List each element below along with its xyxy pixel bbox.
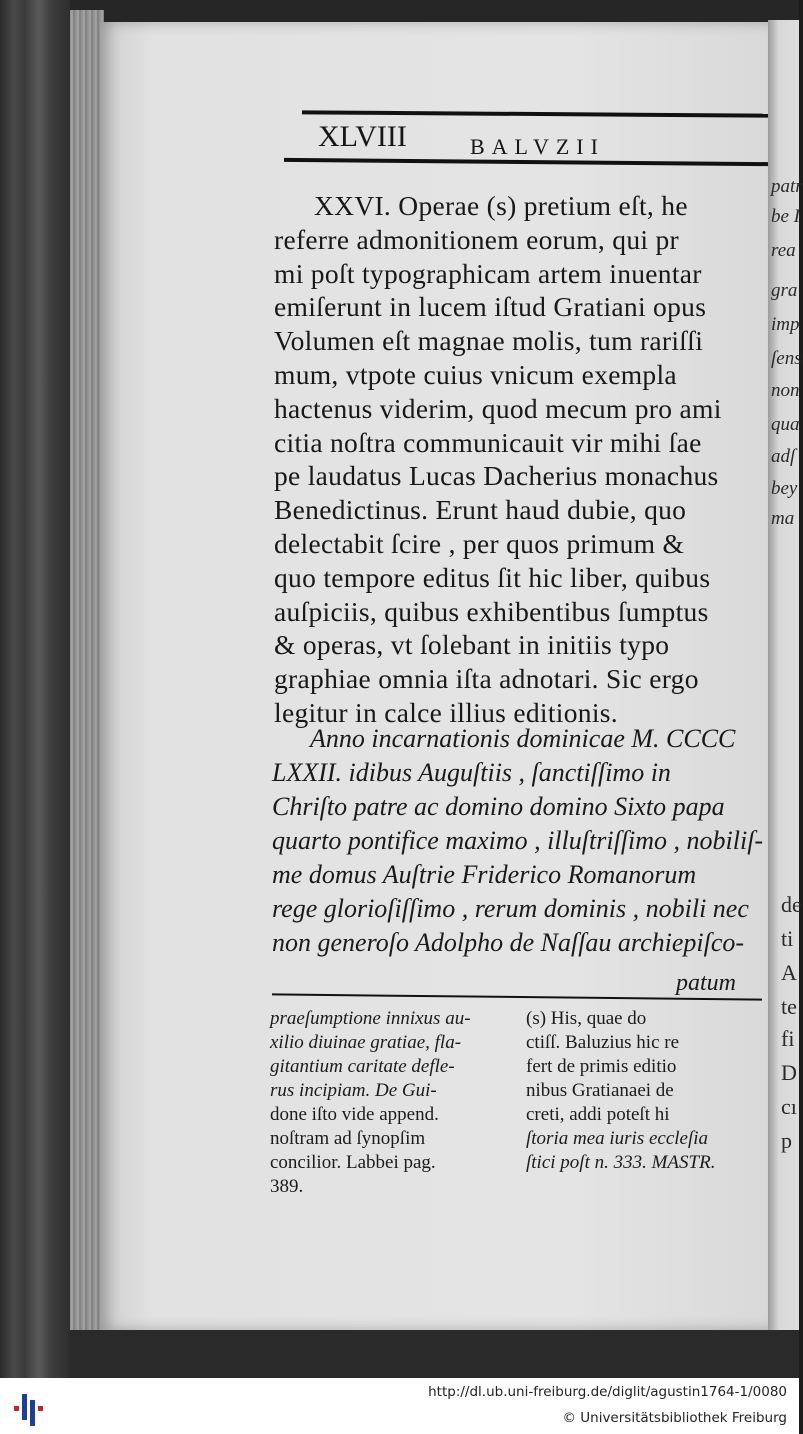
footnote-line: done iſto vide append. — [270, 1104, 439, 1125]
footnote-line: rus incipiam. De Gui- — [270, 1080, 437, 1101]
footnote-line: xilio diuinae gratiae, fla- — [270, 1032, 462, 1053]
body-line: Volumen eſt magnae molis, tum rariſſi — [274, 325, 704, 357]
colophon-line: Anno incarnationis dominicae M. CCCC — [310, 724, 736, 753]
facing-page-fragment: de — [781, 892, 802, 917]
facing-page-fragment: cı — [781, 1094, 797, 1119]
page-number: XLVIII — [318, 120, 407, 153]
facing-page-fragment: p — [781, 1128, 792, 1153]
colophon-line: non generoſo Adolpho de Naſſau archiepiſco- — [272, 928, 745, 957]
facing-page-fragment: ti — [781, 926, 794, 951]
colophon-line: me domus Auſtrie Friderico Romanorum — [272, 860, 697, 889]
body-line: & operas, vt ſolebant in initiis typo — [274, 629, 670, 661]
facing-page-fragment: te — [781, 994, 797, 1019]
facing-page-fragment: non — [771, 380, 800, 401]
colophon-line: LXXII. idibus Auguſtiis , ſanctiſſimo in — [272, 758, 671, 787]
facing-page-fragment: patr — [771, 176, 803, 197]
body-line: pe laudatus Lucas Dacherius monachus — [274, 460, 719, 492]
facing-page-fragment: ſens — [771, 348, 802, 369]
footnote-line: fert de primis editio — [526, 1056, 677, 1077]
facing-page-fragment: D — [781, 1060, 797, 1085]
footnote-line: (s) His, quae do — [526, 1008, 647, 1029]
footnote-line: creti, addi poteſt hi — [526, 1104, 670, 1125]
colophon-line: quarto pontifice maximo , illuſtriſſimo , nobiliſ- — [272, 826, 764, 855]
footnote-line: 389. — [270, 1176, 304, 1197]
facing-page-fragment: imp — [771, 314, 800, 335]
colophon-line: rege glorioſiſſimo , rerum dominis , nobili nec — [272, 894, 749, 923]
page-edges — [70, 10, 104, 1330]
body-line: hactenus viderim, quod mecum pro ami — [274, 392, 722, 424]
body-line: mum, vtpote cuius vnicum exempla — [274, 359, 677, 390]
facing-page-fragment: adſ — [771, 446, 796, 467]
facing-page-fragment: A — [781, 960, 797, 985]
body-line: auſpiciis, quibus exhibentibus ſumptus — [274, 595, 709, 627]
body-line: citia noſtra communicauit vir mihi ſae — [274, 426, 702, 458]
body-line: referre admonitionem eorum, qui pr — [274, 223, 679, 255]
facing-page-fragment: gra — [771, 280, 798, 301]
body-line: emiſerunt in lucem iſtud Gratiani opus — [274, 291, 707, 323]
body-line: delectabit ſcire , per quos primum & — [274, 528, 685, 559]
footnote-line: nibus Gratianaei de — [526, 1080, 674, 1101]
catchword: patum — [676, 970, 736, 996]
footnote-line: ctiſſ. Baluzius hic re — [526, 1032, 680, 1053]
footnote-line: ſtoria mea iuris eccleſia — [526, 1128, 709, 1149]
page-url[interactable]: http://dl.ub.uni-freiburg.de/diglit/agustin1764-1/0080 — [428, 1384, 787, 1400]
footnote-line: praeſumptione innixus au- — [270, 1008, 471, 1029]
body-line: graphiae omnia iſta adnotari. Sic ergo — [274, 663, 699, 695]
facing-page-fragment: bey — [771, 478, 798, 499]
page-bottom-shadow — [70, 1330, 799, 1378]
copyright-notice: © Universitätsbibliothek Freiburg — [562, 1410, 787, 1426]
footnote-line: ſtici poſt n. 333. MASTR. — [526, 1152, 716, 1173]
body-line: mi poſt typographicam artem inuentar — [274, 257, 702, 289]
facing-page-fragment: ma — [771, 508, 795, 529]
ub-freiburg-logo-icon — [10, 1386, 52, 1428]
footnote-line: concilior. Labbei pag. — [270, 1152, 436, 1173]
body-line: legitur in calce illius editionis. — [274, 697, 618, 728]
footnote-line: noſtram ad ſynopſim — [270, 1128, 426, 1149]
facing-page-fragment: qua — [771, 414, 800, 435]
body-line: quo tempore editus ſit hic liber, quibus — [274, 561, 711, 593]
facing-page-fragment: rea — [771, 240, 796, 261]
colophon-line: Chriſto patre ac domino domino Sixto papa — [272, 792, 725, 821]
body-line: XXVI. Operae (s) pretium eſt, he — [314, 190, 688, 221]
facing-page-fragment: be I — [771, 206, 801, 227]
book-spine — [0, 0, 70, 1378]
facing-page-fragment: fi — [781, 1026, 795, 1051]
body-line: Benedictinus. Erunt haud dubie, quo — [274, 494, 687, 526]
footnote-line: gitantium caritate defle- — [270, 1056, 455, 1077]
running-title: BALVZII — [470, 134, 605, 159]
